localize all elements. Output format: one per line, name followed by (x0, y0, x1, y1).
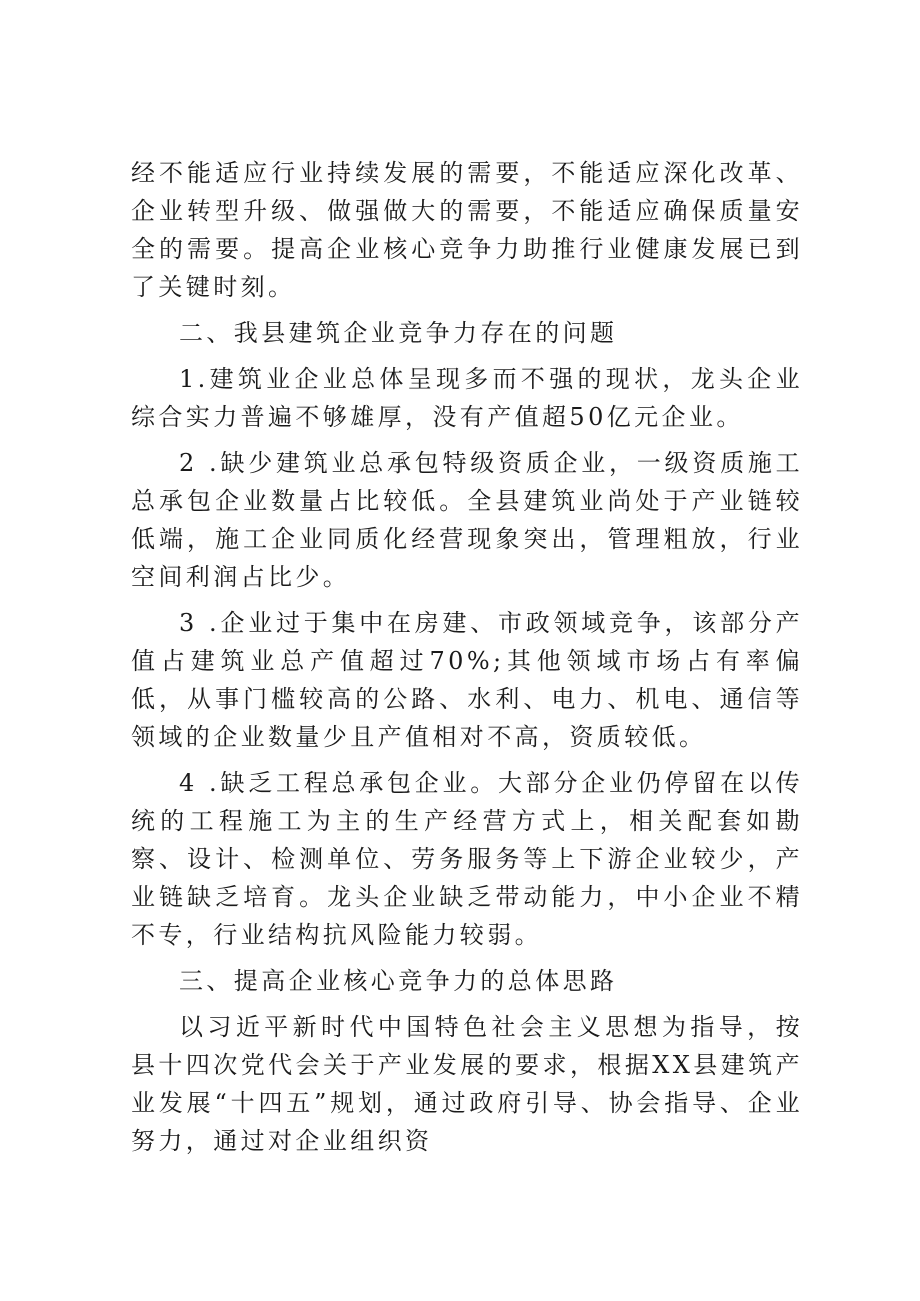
document-body (131, 154, 803, 1160)
list-item-1: 1.建筑业企业总体呈现多而不强的现状，龙头企业综合实力普遍不够雄厚，没有产值超50亿元企业。 (131, 365, 803, 431)
list-item-4: 4 .缺乏工程总承包企业。大部分企业仍停留在以传统的工程施工为主的生产经营方式上，相关配套如勘察、设计、检测单位、劳务服务等上下游企业较少，产业链缺乏培育。龙头企业缺乏带动能力，中小企业不精不专，行业结构抗风险能力较弱。 (131, 769, 803, 949)
paragraph-continuation: 经不能适应行业持续发展的需要，不能适应深化改革、企业转型升级、做强做大的需要，不能适应确保质量安全的需要。提高企业核心竞争力助推行业健康发展已到了关键时刻。 (131, 159, 803, 301)
section-heading-2: 二、我县建筑企业竞争力存在的问题 (179, 319, 618, 347)
list-item-3: 3 .企业过于集中在房建、市政领域竞争，该部分产值占建筑业总产值超过70%;其他领域市场占有率偏低，从事门槛较高的公路、水利、电力、机电、通信等领域的企业数量少且产值相对不高，资质较低。 (131, 609, 803, 751)
section-heading-3: 三、提高企业核心竞争力的总体思路 (179, 967, 618, 995)
list-item-2: 2 .缺少建筑业总承包特级资质企业，一级资质施工总承包企业数量占比较低。全县建筑业尚处于产业链较低端，施工企业同质化经营现象突出，管理粗放，行业空间利润占比少。 (131, 449, 803, 591)
paragraph-guidance: 以习近平新时代中国特色社会主义思想为指导，按县十四次党代会关于产业发展的要求，根据XX县建筑产业发展“十四五”规划，通过政府引导、协会指导、企业努力，通过对企业组织资 (131, 1013, 803, 1155)
